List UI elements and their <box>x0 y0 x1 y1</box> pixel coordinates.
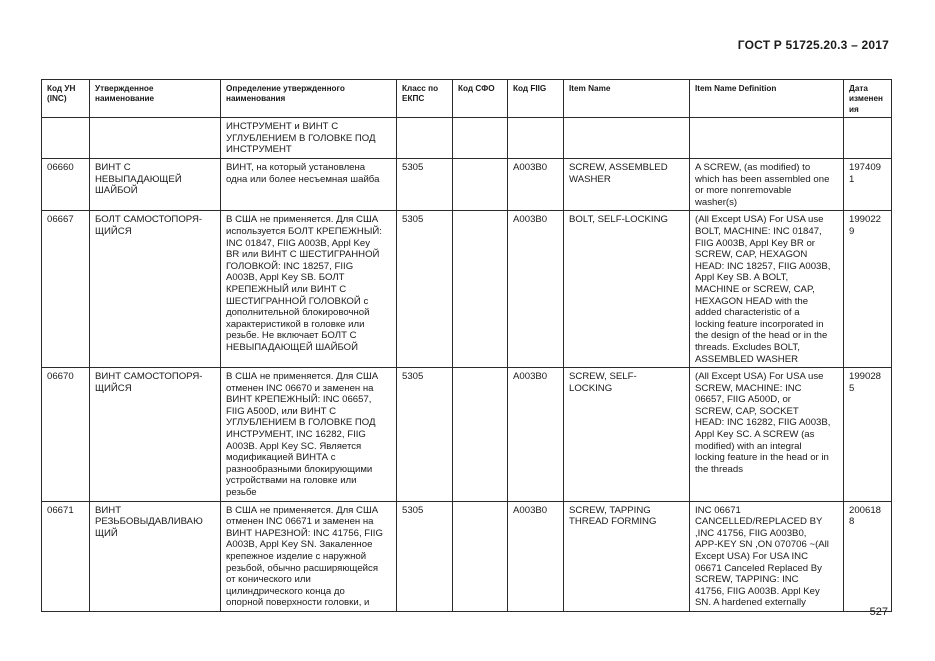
table-row <box>42 211 892 368</box>
cell-date: 1990285 <box>844 368 892 502</box>
col-header-item-name: Item Name <box>564 80 690 118</box>
cell-definition: В США не применяется. Для США отменен INC 06671 и заменен на ВИНТ НАРЕЗНОЙ: INC 41756, FIIG A003B, Appl Key SN. Закаленное крепежное изделие с наружной резьбой, обычно расширяющейся от конического или цилиндрического конца до опорной поверхности головки, и <box>221 501 397 611</box>
cell-date <box>844 118 892 159</box>
cell-fiig: A003B0 <box>508 211 564 368</box>
cell-sfo <box>453 211 508 368</box>
cell-item-definition: A SCREW, (as modified) to which has been assembled one or more nonremovable washer(s) <box>690 159 844 211</box>
cell-item-name: SCREW, SELF- LOCKING <box>564 368 690 502</box>
cell-date: 2006188 <box>844 501 892 611</box>
cell-fiig: A003B0 <box>508 159 564 211</box>
cell-class: 5305 <box>397 211 453 368</box>
cell-sfo <box>453 159 508 211</box>
document-header: ГОСТ Р 51725.20.3 – 2017 <box>737 38 889 52</box>
table-row <box>42 159 892 211</box>
cell-approved-name: ВИНТ РЕЗЬБОВЫДАВЛИВАЮ ЩИЙ <box>90 501 221 611</box>
cell-inc: 06670 <box>42 368 90 502</box>
cell-item-definition: (All Except USA) For USA use SCREW, MACHINE: INC 06657, FIIG A500D, or SCREW, CAP, SOCKET HEAD: INC 16282, FIIG A003B, Appl Key SC. A SCREW (as modified) with an integral locking feature in the head or in the threads <box>690 368 844 502</box>
cell-approved-name: ВИНТ САМОСТОПОРЯ- ЩИЙСЯ <box>90 368 221 502</box>
cell-class: 5305 <box>397 368 453 502</box>
cell-item-name: SCREW, ASSEMBLED WASHER <box>564 159 690 211</box>
cell-item-name <box>564 118 690 159</box>
cell-fiig: A003B0 <box>508 368 564 502</box>
col-header-approved-name: Утвержденное наименование <box>90 80 221 118</box>
col-header-date: Дата изменения <box>844 80 892 118</box>
cell-inc: 06660 <box>42 159 90 211</box>
page-number: 527 <box>869 606 888 618</box>
cell-class <box>397 118 453 159</box>
cell-class: 5305 <box>397 159 453 211</box>
specification-table <box>41 79 892 612</box>
col-header-class: Класс по ЕКПС <box>397 80 453 118</box>
cell-item-definition: (All Except USA) For USA use BOLT, MACHINE: INC 01847, FIIG A003B, Appl Key BR or SCREW, CAP, HEXAGON HEAD: INC 18257, FIIG A003B, Appl Key SB. A BOLT, MACHINE or SCREW, CAP, HEXAGON HEAD with the added characteristic of a locking feature incorporated in the design of the head or in the threads. Excludes BOLT, ASSEMBLED WASHER <box>690 211 844 368</box>
table-header-row <box>42 80 892 118</box>
col-header-item-definition: Item Name Definition <box>690 80 844 118</box>
cell-fiig <box>508 118 564 159</box>
cell-sfo <box>453 501 508 611</box>
cell-date: 1974091 <box>844 159 892 211</box>
cell-class: 5305 <box>397 501 453 611</box>
cell-item-name: BOLT, SELF-LOCKING <box>564 211 690 368</box>
cell-fiig: A003B0 <box>508 501 564 611</box>
cell-sfo <box>453 368 508 502</box>
table-row <box>42 501 892 611</box>
cell-definition: ИНСТРУМЕНТ и ВИНТ С УГЛУБЛЕНИЕМ В ГОЛОВКЕ ПОД ИНСТРУМЕНТ <box>221 118 397 159</box>
cell-date: 1990229 <box>844 211 892 368</box>
table-row <box>42 118 892 159</box>
cell-inc: 06671 <box>42 501 90 611</box>
table-row <box>42 368 892 502</box>
col-header-inc: Код УН (INC) <box>42 80 90 118</box>
cell-item-definition: INC 06671 CANCELLED/REPLACED BY ,INC 41756, FIIG A003B0, APP-KEY SN ,ON 070706 ~(All Except USA) For USA INC 06671 Canceled Replaced By SCREW, TAPPING: INC 41756, FIIG A003B. Appl Key SN. A hardened externally <box>690 501 844 611</box>
cell-definition: ВИНТ, на который установлена одна или более несъемная шайба <box>221 159 397 211</box>
cell-approved-name: ВИНТ С НЕВЫПАДАЮЩЕЙ ШАЙБОЙ <box>90 159 221 211</box>
cell-item-definition <box>690 118 844 159</box>
cell-definition: В США не применяется. Для США используется БОЛТ КРЕПЕЖНЫЙ: INC 01847, FIIG A003B, Appl Key BR или ВИНТ С ШЕСТИГРАННОЙ ГОЛОВКОЙ: INC 18257, FIIG A003B, Appl Key SB. БОЛТ КРЕПЕЖНЫЙ или ВИНТ С ШЕСТИГРАННОЙ ГОЛОВКОЙ с дополнительной блокировочной характеристикой в головке или резьбе. Не включает БОЛТ С НЕВЫПАДАЮЩЕЙ ШАЙБОЙ <box>221 211 397 368</box>
cell-item-name: SCREW, TAPPING THREAD FORMING <box>564 501 690 611</box>
cell-inc <box>42 118 90 159</box>
cell-inc: 06667 <box>42 211 90 368</box>
cell-sfo <box>453 118 508 159</box>
cell-approved-name: БОЛТ САМОСТОПОРЯ- ЩИЙСЯ <box>90 211 221 368</box>
col-header-fiig: Код FIIG <box>508 80 564 118</box>
col-header-sfo: Код СФО <box>453 80 508 118</box>
cell-definition: В США не применяется. Для США отменен INC 06670 и заменен на ВИНТ КРЕПЕЖНЫЙ: INC 06657, FIIG A500D, или ВИНТ С УГЛУБЛЕНИЕМ В ГОЛОВКЕ ПОД ИНСТРУМЕНТ, INC 16282, FIIG A003B. Appl Key SC. Является модификацией ВИНТА с разнообразными блокирующими устройствами на головке или резьбе <box>221 368 397 502</box>
cell-approved-name <box>90 118 221 159</box>
col-header-definition: Определение утвержденного наименования <box>221 80 397 118</box>
